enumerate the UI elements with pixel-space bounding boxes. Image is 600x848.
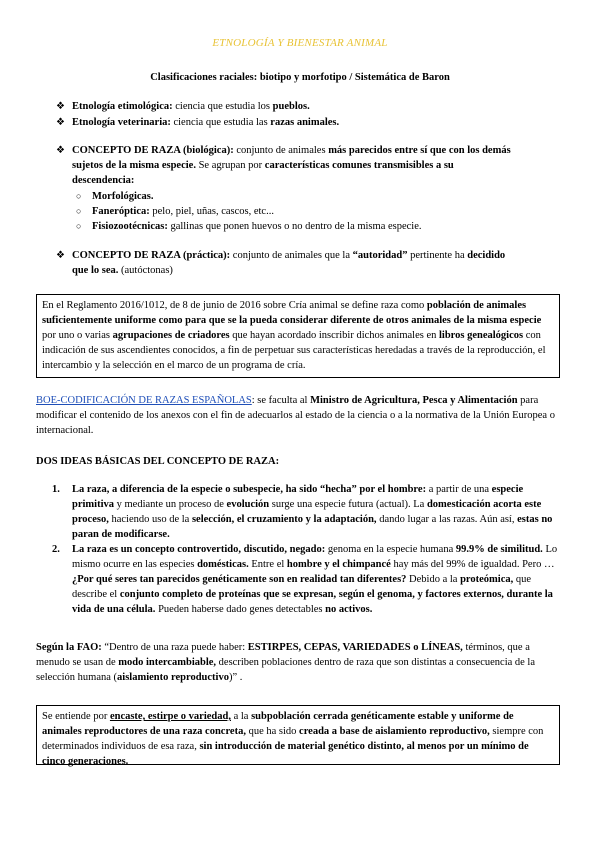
boe-paragraph: BOE-CODIFICACIÓN DE RAZAS ESPAÑOLAS: se faculta al Ministro de Agricultura, Pesca y Alimentación para modificar el contenido de los anexos con el fin de adecuarlos al estado de la ciencia o a la normativa de la Unión Europea o internacional.	[36, 395, 555, 436]
diamond-bullet-icon: ❖	[56, 117, 65, 128]
circle-bullet-icon: ○	[76, 191, 82, 201]
diamond-bullet-icon: ❖	[56, 101, 65, 112]
boe-codificacion-link[interactable]: BOE-CODIFICACIÓN DE RAZAS ESPAÑOLAS	[36, 395, 252, 406]
reglamento-definition-box: En el Reglamento 2016/1012, de 8 de junio de 2016 sobre Cría animal se define raza como población de animales suficientemente uniforme como para que se la pueda considerar diferente de otros animales de la misma especie por uno o varias agrupaciones de criadores que hayan acordado inscribir dichos animales en libros genealógicos con indicación de sus ascendientes conocidos, a fin de perpetuar sus características heredadas a través de la reproducción, el intercambio y la selección en el marco de un programa de cría.	[36, 294, 560, 378]
circle-bullet-icon: ○	[76, 206, 82, 216]
sub-item-fisiozootecnicas: ○ Fisiozootécnicas: gallinas que ponen huevos o no dentro de la misma especie.	[76, 221, 422, 232]
bullet-raza-biologica: ❖ CONCEPTO DE RAZA (biológica): conjunto de animales más parecidos entre sí que con los demás sujetos de la misma especie. Se agrupan por características comunes transmisibles a su descendencia:	[56, 145, 511, 186]
page-header: ETNOLOGÍA Y BIENESTAR ANIMAL	[212, 37, 388, 49]
diamond-bullet-icon: ❖	[56, 145, 65, 156]
circle-bullet-icon: ○	[76, 221, 82, 231]
bullet-etnologia-etimologica: ❖ Etnología etimológica: ciencia que estudia los pueblos.	[56, 101, 310, 112]
document-title: Clasificaciones raciales: biotipo y morfotipo / Sistemática de Baron	[150, 72, 450, 83]
diamond-bullet-icon: ❖	[56, 250, 65, 261]
bullet-etnologia-veterinaria: ❖ Etnología veterinaria: ciencia que estudia las razas animales.	[56, 117, 340, 128]
idea-item-2: 2. La raza es un concepto controvertido, discutido, negado: genoma en la especie humana 99.9% de similitud. Lo mismo ocurre en las especies domésticas. Entre el hombre y el chimpancé hay más del 99% de igualdad. Pero … ¿Por qué seres tan parecidos genéticamente son en realidad tan diferentes? Debido a la proteómica, que describe el conjunto completo de proteínas que se expresan, según el genoma, y factores externos, durante la vida de una célula. Pueden haberse dado genes detectables no activos.	[52, 544, 558, 615]
sub-item-faneroptica: ○ Faneróptica: pelo, piel, uñas, cascos, etc...	[76, 206, 274, 217]
sub-item-morfologicas: ○ Morfológicas.	[76, 191, 154, 202]
section-title: DOS IDEAS BÁSICAS DEL CONCEPTO DE RAZA:	[36, 456, 280, 467]
fao-paragraph: Según la FAO: “Dentro de una raza puede haber: ESTIRPES, CEPAS, VARIEDADES o LÍNEAS, términos, que a menudo se usan de modo intercambiable, describen poblaciones dentro de raza que son distintas a consecuencia de la selección humana (aislamiento reproductivo)” .	[36, 642, 536, 683]
bullet-raza-practica: ❖ CONCEPTO DE RAZA (práctica): conjunto de animales que la “autoridad” pertinente ha decidido que lo sea. (autóctonas)	[56, 250, 506, 276]
idea-item-1: 1. La raza, a diferencia de la especie o subespecie, ha sido “hecha” por el hombre: a partir de una especie primitiva y mediante un proceso de evolución surge una especie futura (actual). La domesticación acorta este proceso, haciendo uso de la selección, el cruzamiento y la adaptación, dando lugar a las razas. Aún así, estas no paran de modificarse.	[52, 484, 553, 540]
encaste-definition-box: Se entiende por encaste, estirpe o variedad, a la subpoblación cerrada genéticamente estable y uniforme de animales reproductores de una raza concreta, que ha sido creada a base de aislamiento reproductivo, siempre con determinados individuos de esa raza, sin introducción de material genético distinto, al menos por un mínimo de cinco generaciones.	[36, 705, 560, 765]
